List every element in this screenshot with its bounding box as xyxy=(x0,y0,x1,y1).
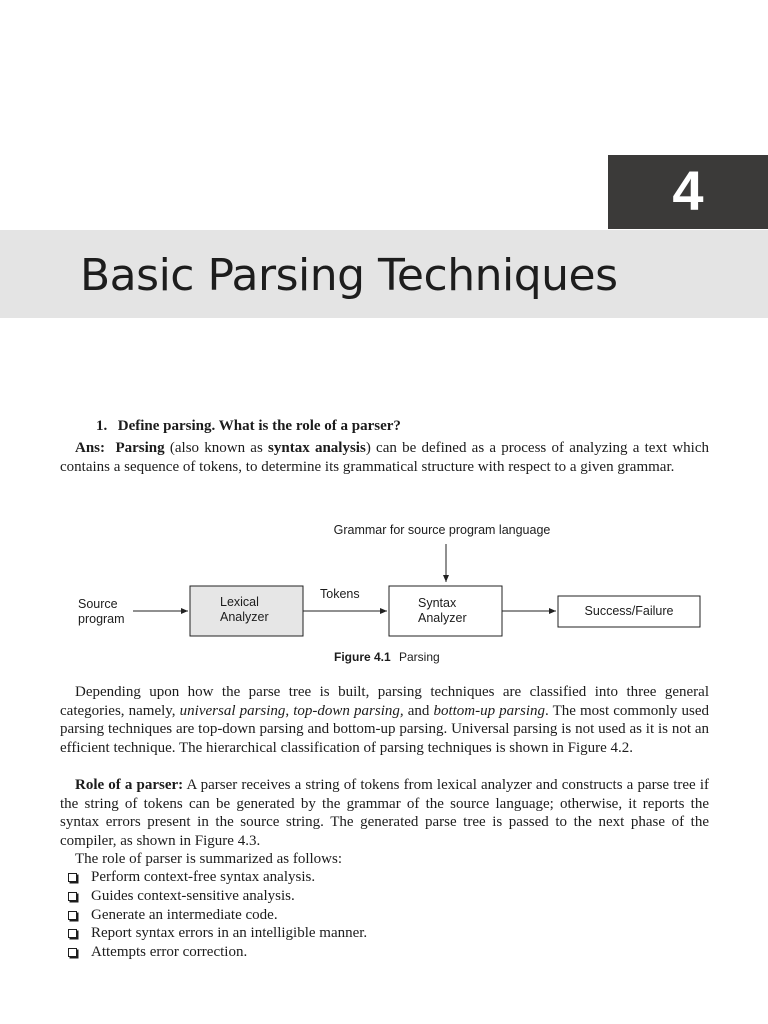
parsing-figure xyxy=(0,510,768,680)
chapter-number-badge xyxy=(608,155,768,229)
checkbox-bullet-icon xyxy=(68,929,77,938)
lexical-label-line1: Lexical xyxy=(220,595,259,609)
list-item-text: Attempts error correction. xyxy=(91,944,248,961)
list-item xyxy=(66,868,367,887)
answer-aka-prefix: (also known as xyxy=(164,440,269,456)
summary-intro: The role of parser is summarized as follows: xyxy=(75,851,343,867)
result-label: Success/Failure xyxy=(584,604,674,618)
bottom-up-parsing-term: bottom-up parsing xyxy=(433,702,546,719)
list-item xyxy=(66,906,367,925)
syntax-label-line1: Syntax xyxy=(418,596,457,610)
list-item-text: Generate an intermediate code. xyxy=(91,906,278,923)
source-label-line2: program xyxy=(78,612,125,626)
list-item-text: Perform context-free syntax analysis. xyxy=(91,869,316,885)
role-label: Role of a parser: xyxy=(75,777,184,793)
question-text: Define parsing. What is the role of a parser? xyxy=(117,418,401,434)
classification-comma: , xyxy=(285,702,294,719)
lexical-label-line2: Analyzer xyxy=(220,610,269,624)
role-text: A parser receives a string of tokens from lexical analyzer and constructs a parse tree if the string of tokens can be generated by the grammar of the source language; otherwise, it reports the syntax errors present in the source string. The generated parse tree is passed to the next phase of the compiler, as shown in Figure 4.3. xyxy=(60,777,709,849)
classification-paragraph xyxy=(60,683,709,757)
chapter-title-band xyxy=(0,230,768,318)
list-item-text: Guides context-sensitive analysis. xyxy=(91,887,295,904)
classification-text-1: Depending upon how the parse tree is built, parsing techniques are classified into three general categories, namely, xyxy=(60,684,709,719)
checkbox-bullet-icon xyxy=(68,892,77,901)
syntax-label-line2: Analyzer xyxy=(418,611,467,625)
checkbox-bullet-icon xyxy=(68,873,77,882)
chapter-title: Basic Parsing Techniques xyxy=(80,250,618,301)
checkbox-bullet-icon xyxy=(68,911,77,920)
source-label-line1: Source xyxy=(78,597,118,611)
answer-aka-term: syntax analysis xyxy=(268,440,366,456)
answer-rest: ) can be defined as a process of analyzing a text which contains a sequence of tokens, to determine its grammatical structure with respect to a given grammar. xyxy=(60,440,710,475)
chapter-number: 4 xyxy=(672,159,704,222)
question-number: 1. xyxy=(96,418,108,434)
role-paragraph xyxy=(60,776,709,850)
top-down-parsing-term: top-down parsing, xyxy=(293,702,404,719)
figure-caption-number: Figure 4.1 xyxy=(334,650,391,664)
figure-caption-text: Parsing xyxy=(399,650,440,664)
list-item xyxy=(66,924,367,943)
list-item xyxy=(66,887,367,906)
grammar-label: Grammar for source program language xyxy=(333,523,551,537)
role-bullet-list xyxy=(66,868,367,962)
answer-paragraph xyxy=(60,439,709,476)
checkbox-bullet-icon xyxy=(68,948,77,957)
list-item-text: Report syntax errors in an intelligible manner. xyxy=(91,925,368,942)
universal-parsing-term: universal parsing xyxy=(179,702,286,719)
answer-term: Parsing xyxy=(115,440,165,456)
tokens-label: Tokens xyxy=(320,587,360,601)
classification-and: and xyxy=(403,702,434,719)
classification-text-2: . The most commonly used parsing techniques are top-down parsing and bottom-up parsing. Universal parsing is not used as it is not an efficient technique. The hierarchical classification of parsing techniques is shown in Figure 4.2. xyxy=(60,702,709,756)
list-item xyxy=(66,943,367,962)
question-heading xyxy=(96,416,716,436)
answer-label: Ans: xyxy=(75,440,106,456)
